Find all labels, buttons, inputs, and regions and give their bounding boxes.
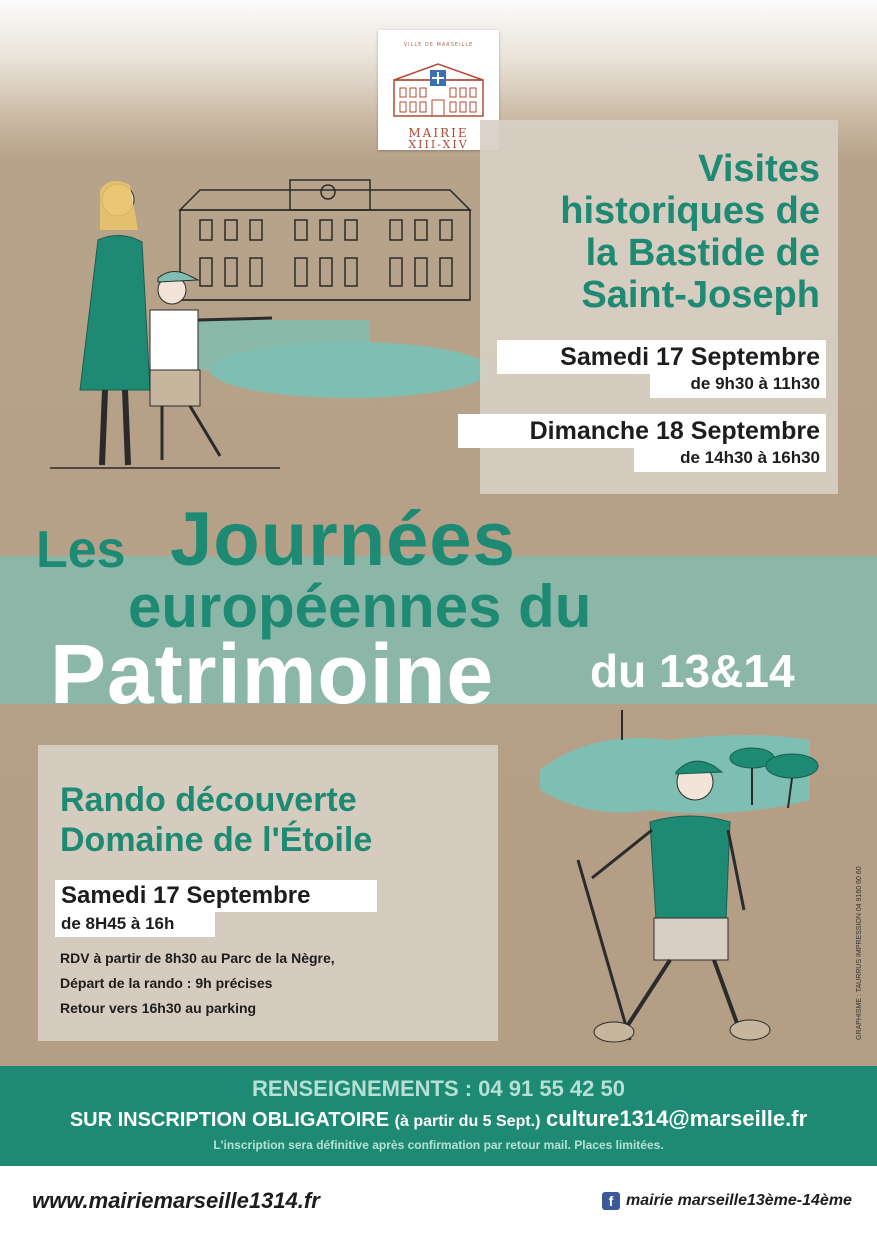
rando-detail-line: RDV à partir de 8h30 au Parc de la Nègre,	[60, 950, 335, 966]
website-link[interactable]: www.mairiemarseille1314.fr	[32, 1188, 320, 1213]
visites-time-2: de 14h30 à 16h30	[634, 446, 826, 472]
visites-line: historiques de	[560, 190, 820, 232]
visites-title	[480, 148, 820, 316]
title-journees: Journées	[170, 497, 516, 582]
contact-email[interactable]: culture1314@marseille.fr	[546, 1106, 808, 1131]
visites-time-1: de 9h30 à 11h30	[650, 372, 826, 398]
logo-mairie: MAIRIE	[408, 126, 469, 140]
bastide-family-illustration	[50, 170, 490, 480]
visites-line: Saint-Joseph	[581, 274, 820, 316]
facebook-link[interactable]	[602, 1192, 852, 1210]
title-les: Les	[36, 521, 126, 579]
visites-line: Visites	[698, 148, 820, 190]
inscription-note: L'inscription sera définitive après confirmation par retour mail. Places limitées.	[213, 1138, 664, 1152]
rando-date: Samedi 17 Septembre	[55, 880, 377, 912]
rando-line: Rando découverte	[60, 781, 357, 819]
title-arrondissements: du 13&14	[590, 645, 795, 697]
renseignements-phone: RENSEIGNEMENTS : 04 91 55 42 50	[252, 1076, 625, 1101]
title-patrimoine: Patrimoine	[50, 627, 495, 721]
info-banner	[0, 1066, 877, 1166]
print-credit: GRAPHISME : TAURRUS IMPRESSION 04 9160 60 60	[856, 866, 863, 1040]
inscription-date: (à partir du 5 Sept.)	[394, 1113, 541, 1130]
rando-title	[60, 780, 500, 860]
visites-date-2: Dimanche 18 Septembre	[458, 414, 826, 448]
facebook-label: mairie marseille13ème-14ème	[626, 1192, 852, 1209]
hiker-illustration	[530, 710, 850, 1050]
visites-line: la Bastide de	[585, 232, 820, 274]
rando-detail-line: Départ de la rando : 9h précises	[60, 975, 273, 991]
visites-date-1: Samedi 17 Septembre	[497, 340, 826, 374]
logo-top-text: VILLE DE MARSEILLE	[403, 42, 474, 48]
title-europeennes: européennes du	[128, 573, 592, 640]
rando-line: Domaine de l'Étoile	[60, 821, 373, 859]
facebook-icon: f	[602, 1192, 620, 1210]
logo-arrondissements: XIII-XIV	[408, 138, 469, 151]
rando-detail-line: Retour vers 16h30 au parking	[60, 1000, 257, 1016]
rando-time: de 8H45 à 16h	[55, 911, 215, 937]
bastide-logo-icon	[390, 60, 487, 120]
inscription-label: SUR INSCRIPTION OBLIGATOIRE	[69, 1109, 390, 1131]
rando-details	[60, 946, 335, 1021]
inscription-line	[0, 1106, 877, 1132]
